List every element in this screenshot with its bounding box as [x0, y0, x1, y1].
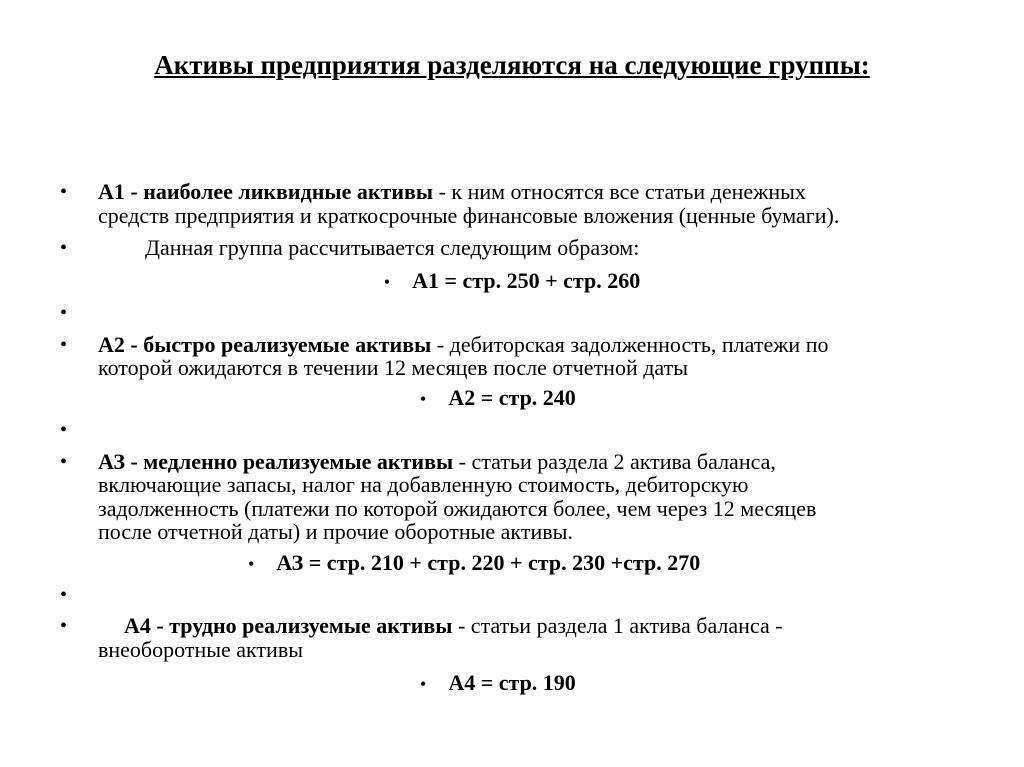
a4-term: А4 - трудно реализуемые активы	[124, 613, 453, 638]
bullet: •	[60, 334, 68, 356]
a3-desc: - статьи раздела 2 актива баланса,	[453, 449, 776, 474]
a3-line4: после отчетной даты) и прочие оборотные активы.	[98, 519, 573, 544]
a3-formula: • АЗ = стр. 210 + стр. 220 + стр. 230 +стр. 270	[248, 550, 701, 575]
a4-desc: - статьи раздела 1 актива баланса -	[452, 613, 783, 638]
a1-line2: средств предприятия и краткосрочные финансовые вложения (ценные бумаги).	[98, 203, 840, 228]
bullet: •	[60, 237, 68, 259]
a3-term: АЗ - медленно реализуемые активы	[98, 449, 454, 474]
a3-line1	[98, 450, 776, 474]
a2-line2: которой ожидаются в течении 12 месяцев после отчетной даты	[98, 355, 689, 380]
a3-line2: включающие запасы, налог на добавленную стоимость, дебиторскую	[98, 472, 749, 497]
a1-term: А1 - наиболее ликвидные активы	[98, 179, 434, 204]
a4-line2: внеоборотные активы	[98, 637, 303, 662]
a4-formula: • А4 = стр. 190	[420, 670, 576, 695]
bullet: •	[60, 419, 68, 441]
bullet: •	[60, 451, 68, 473]
bullet: •	[60, 302, 68, 324]
bullet: •	[60, 615, 68, 637]
bullet: •	[60, 584, 68, 606]
a2-line1	[98, 333, 828, 357]
a4-line1	[124, 614, 783, 638]
a2-term: А2 - быстро реализуемые активы	[98, 332, 432, 357]
bullet: •	[60, 181, 68, 203]
a1-line1	[98, 180, 806, 204]
a1-note: Данная группа рассчитывается следующим образом:	[145, 235, 640, 260]
a2-desc: - дебиторская задолженность, платежи по	[431, 332, 829, 357]
a3-line3: задолженность (платежи по которой ожидаются более, чем через 12 месяцев	[98, 496, 817, 521]
a1-formula: • А1 = стр. 250 + стр. 260	[383, 268, 641, 293]
a1-desc: - к ним относятся все статьи денежных	[433, 179, 806, 204]
a2-formula: • А2 = стр. 240	[420, 385, 576, 410]
page-title: Активы предприятия разделяются на следующие группы:	[154, 50, 870, 80]
